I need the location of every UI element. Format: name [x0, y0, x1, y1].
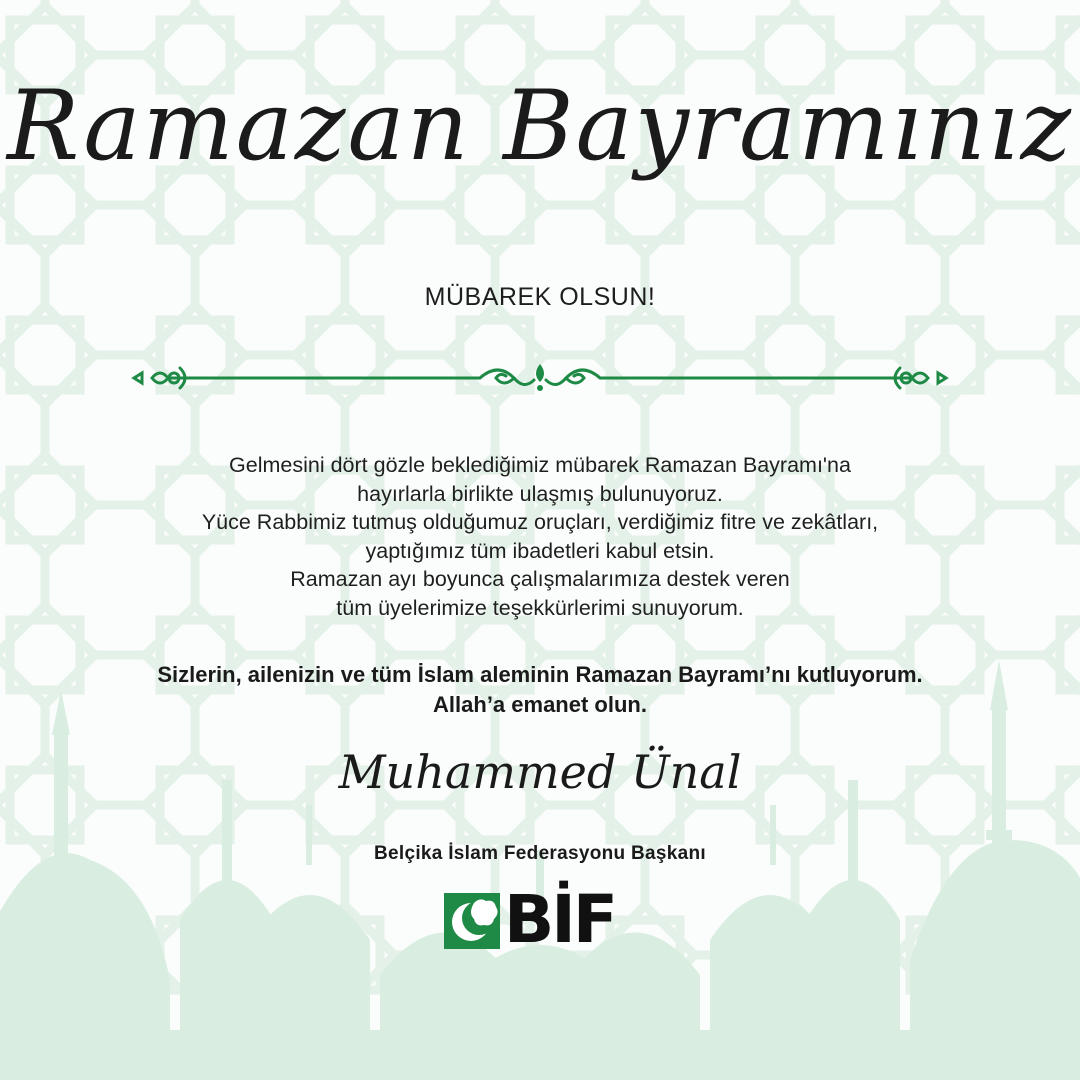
message-body [60, 451, 1020, 622]
signatory-position: Belçika İslam Federasyonu Başkanı [374, 843, 706, 864]
message-line: tüm üyelerimize teşekkürlerimi sunuyorum. [336, 595, 744, 620]
ornamental-divider [128, 360, 952, 396]
logo-wordmark: BİF [504, 881, 615, 958]
message-line: Yüce Rabbimiz tutmuş olduğumuz oruçları, verdiğimiz fitre ve zekâtları, [201, 510, 879, 534]
closing-line: Allah’a emanet olun. [433, 692, 647, 717]
closing-line: Sizlerin, ailenizin ve tüm İslam aleminin Ramazan Bayramı’nı kutluyorum. [157, 662, 923, 687]
signature: Muhammed Ünal [338, 745, 742, 799]
message-line: Ramazan ayı boyunca çalışmalarımıza destek veren [290, 567, 790, 591]
greeting-title: Ramazan Bayramınız [6, 70, 1074, 182]
message-line: hayırlarla birlikte ulaşmış bulunuyoruz. [357, 481, 723, 506]
message-line: Gelmesini dört gözle beklediğimiz mübarek Ramazan Bayramı'na [229, 453, 851, 477]
closing-message [40, 660, 1040, 720]
message-line: yaptığımız tüm ibadetleri kabul etsin. [365, 538, 715, 563]
crescent-star-logo-icon [444, 893, 500, 949]
bif-logo [444, 881, 638, 958]
greeting-subtitle: MÜBAREK OLSUN! [424, 283, 656, 311]
